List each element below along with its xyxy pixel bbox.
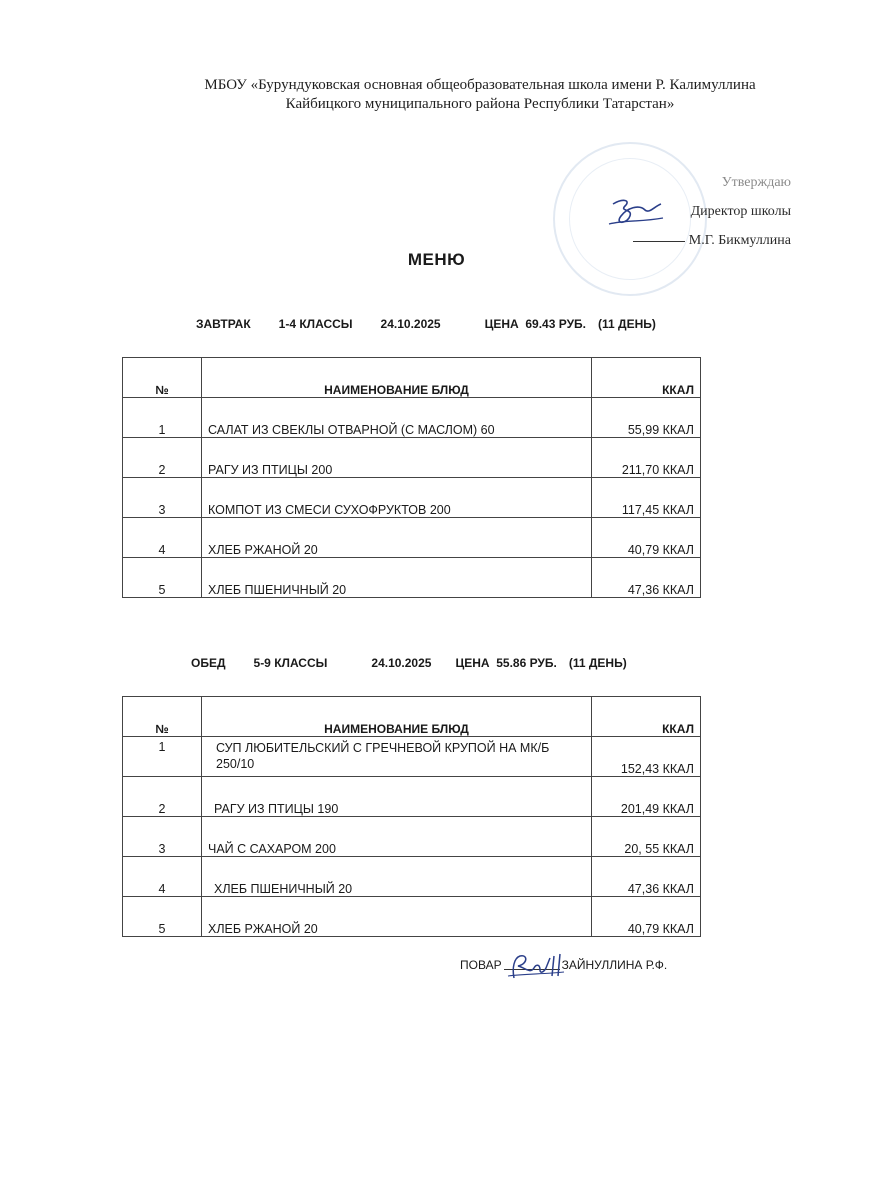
column-header-dish: НАИМЕНОВАНИЕ БЛЮД [202,697,592,737]
dish-name: СУП ЛЮБИТЕЛЬСКИЙ С ГРЕЧНЕВОЙ КРУПОЙ НА МК/Б 250/10 [202,737,592,777]
row-number: 3 [123,817,202,857]
lunch-date: 24.10.2025 [371,656,432,670]
breakfast-table [122,357,701,598]
dish-kcal: 211,70 ККАЛ [592,438,701,478]
dish-name: ХЛЕБ РЖАНОЙ 20 [202,897,592,937]
page-title: МЕНЮ [407,250,466,269]
director-signature [605,194,667,234]
breakfast-date: 24.10.2025 [380,317,441,331]
table-row [123,897,701,937]
row-number: 1 [123,737,202,777]
dish-kcal: 55,99 ККАЛ [592,398,701,438]
director-position: Директор школы [690,204,791,219]
dish-name: САЛАТ ИЗ СВЕКЛЫ ОТВАРНОЙ (С МАСЛОМ) 60 [202,398,592,438]
table-row [123,478,701,518]
row-number: 2 [123,777,202,817]
table-row [123,518,701,558]
signature-underline [633,241,685,242]
breakfast-meal: ЗАВТРАК [196,317,251,331]
school-name-line2: Кайбицкого муниципального района Республики Татарстан» [285,96,675,112]
table-row [123,817,701,857]
cook-signature [504,950,566,984]
dish-kcal: 40,79 ККАЛ [592,897,701,937]
dish-kcal: 152,43 ККАЛ [592,737,701,777]
breakfast-classes: 1-4 КЛАССЫ [278,317,353,331]
director-name: М.Г. Бикмуллина [688,233,791,248]
row-number: 4 [123,518,202,558]
table-row [123,737,701,777]
dish-name: ХЛЕБ ПШЕНИЧНЫЙ 20 [202,558,592,598]
row-number: 5 [123,897,202,937]
lunch-classes: 5-9 КЛАССЫ [253,656,328,670]
row-number: 2 [123,438,202,478]
column-header-number: № [123,358,202,398]
dish-kcal: 47,36 ККАЛ [592,558,701,598]
row-number: 1 [123,398,202,438]
column-header-kcal: ККАЛ [592,697,701,737]
dish-name: ЧАЙ С САХАРОМ 200 [202,817,592,857]
dish-kcal: 40,79 ККАЛ [592,518,701,558]
dish-kcal: 20, 55 ККАЛ [592,817,701,857]
row-number: 4 [123,857,202,897]
breakfast-day: (11 ДЕНЬ) [598,317,656,331]
dish-name: ХЛЕБ ПШЕНИЧНЫЙ 20 [202,857,592,897]
lunch-table [122,696,701,937]
dish-name: КОМПОТ ИЗ СМЕСИ СУХОФРУКТОВ 200 [202,478,592,518]
table-header-row [123,358,701,398]
column-header-number: № [123,697,202,737]
dish-name: ХЛЕБ РЖАНОЙ 20 [202,518,592,558]
dish-name: РАГУ ИЗ ПТИЦЫ 200 [202,438,592,478]
row-number: 5 [123,558,202,598]
dish-kcal: 117,45 ККАЛ [592,478,701,518]
table-row [123,857,701,897]
lunch-info [191,656,627,670]
table-row [123,438,701,478]
table-header-row [123,697,701,737]
dish-kcal: 47,36 ККАЛ [592,857,701,897]
table-row [123,558,701,598]
row-number: 3 [123,478,202,518]
dish-name: РАГУ ИЗ ПТИЦЫ 190 [202,777,592,817]
column-header-dish: НАИМЕНОВАНИЕ БЛЮД [202,358,592,398]
breakfast-info [196,317,656,331]
cook-label: ПОВАР [460,958,502,972]
lunch-meal: ОБЕД [191,656,226,670]
table-row [123,777,701,817]
breakfast-price: ЦЕНА 69.43 РУБ. [484,317,587,331]
school-header [120,76,840,114]
column-header-kcal: ККАЛ [592,358,701,398]
dish-kcal: 201,49 ККАЛ [592,777,701,817]
cook-name: ЗАЙНУЛЛИНА Р.Ф. [561,958,668,972]
approval-label: Утверждаю [721,175,791,190]
lunch-day: (11 ДЕНЬ) [568,656,627,670]
lunch-price: ЦЕНА 55.86 РУБ. [455,656,557,670]
table-row [123,398,701,438]
school-name-line1: МБОУ «Бурундуковская основная общеобразовательная школа имени Р. Калимуллина [204,77,756,93]
